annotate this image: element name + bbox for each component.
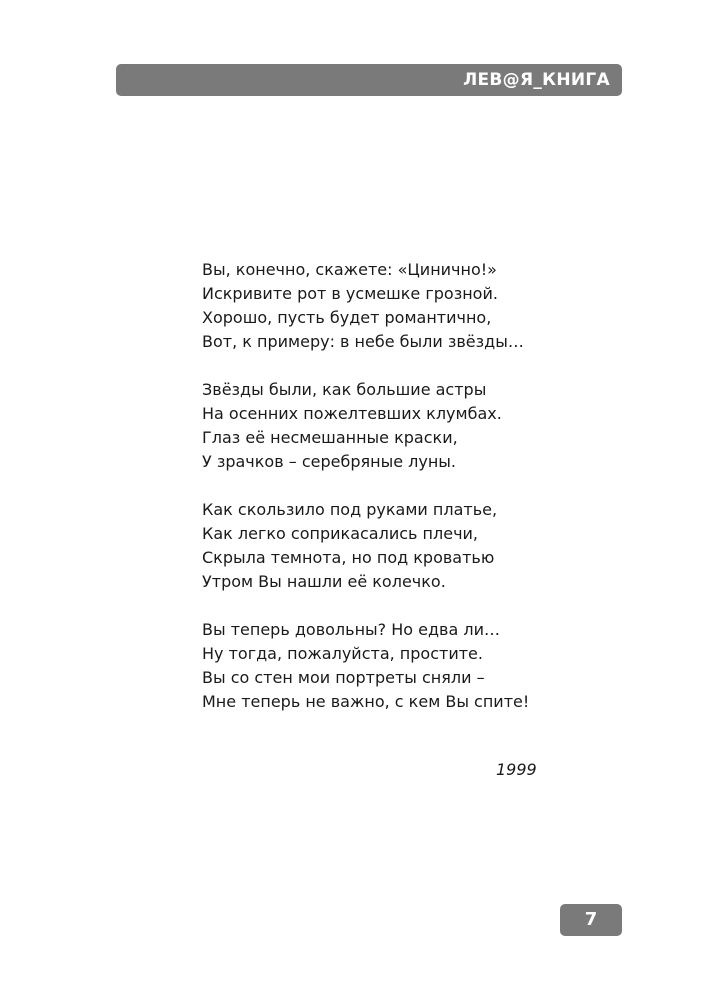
stanza-3 [202,498,562,594]
poem-line: Мне теперь не важно, с кем Вы спите! [202,692,530,711]
running-header-bar [116,64,622,96]
poem-line: На осенних пожелтевших клумбах. [202,404,502,423]
poem-line: Ну тогда, пожалуйста, простите. [202,644,483,663]
poem-line: Глаз её несмешанные краски, [202,428,458,447]
stanza-4 [202,618,562,714]
poem-line: Вы теперь довольны? Но едва ли… [202,620,500,639]
poem-line: Как легко соприкасались плечи, [202,524,479,543]
poem-line: Звёзды были, как большие астры [202,380,487,399]
page-number-badge [560,904,622,936]
running-header-title: ЛЕВ@Я_КНИГА [463,70,610,90]
poem-line: У зрачков – серебряные луны. [202,452,456,471]
poem-date: 1999 [496,760,537,779]
poem-line: Хорошо, пусть будет романтично, [202,308,492,327]
poem-line: Искривите рот в усмешке грозной. [202,284,498,303]
page-number: 7 [584,909,598,930]
poem-line: Скрыла темнота, но под кроватью [202,548,495,567]
poem-line: Как скользило под руками платье, [202,500,498,519]
stanza-1 [202,258,562,354]
stanza-2 [202,378,562,474]
poem-line: Вот, к примеру: в небе были звёзды… [202,332,524,351]
poem-line: Утром Вы нашли её колечко. [202,572,446,591]
poem-line: Вы со стен мои портреты сняли – [202,668,485,687]
poem-line: Вы, конечно, скажете: «Цинично!» [202,260,497,279]
poem-body [202,258,562,738]
